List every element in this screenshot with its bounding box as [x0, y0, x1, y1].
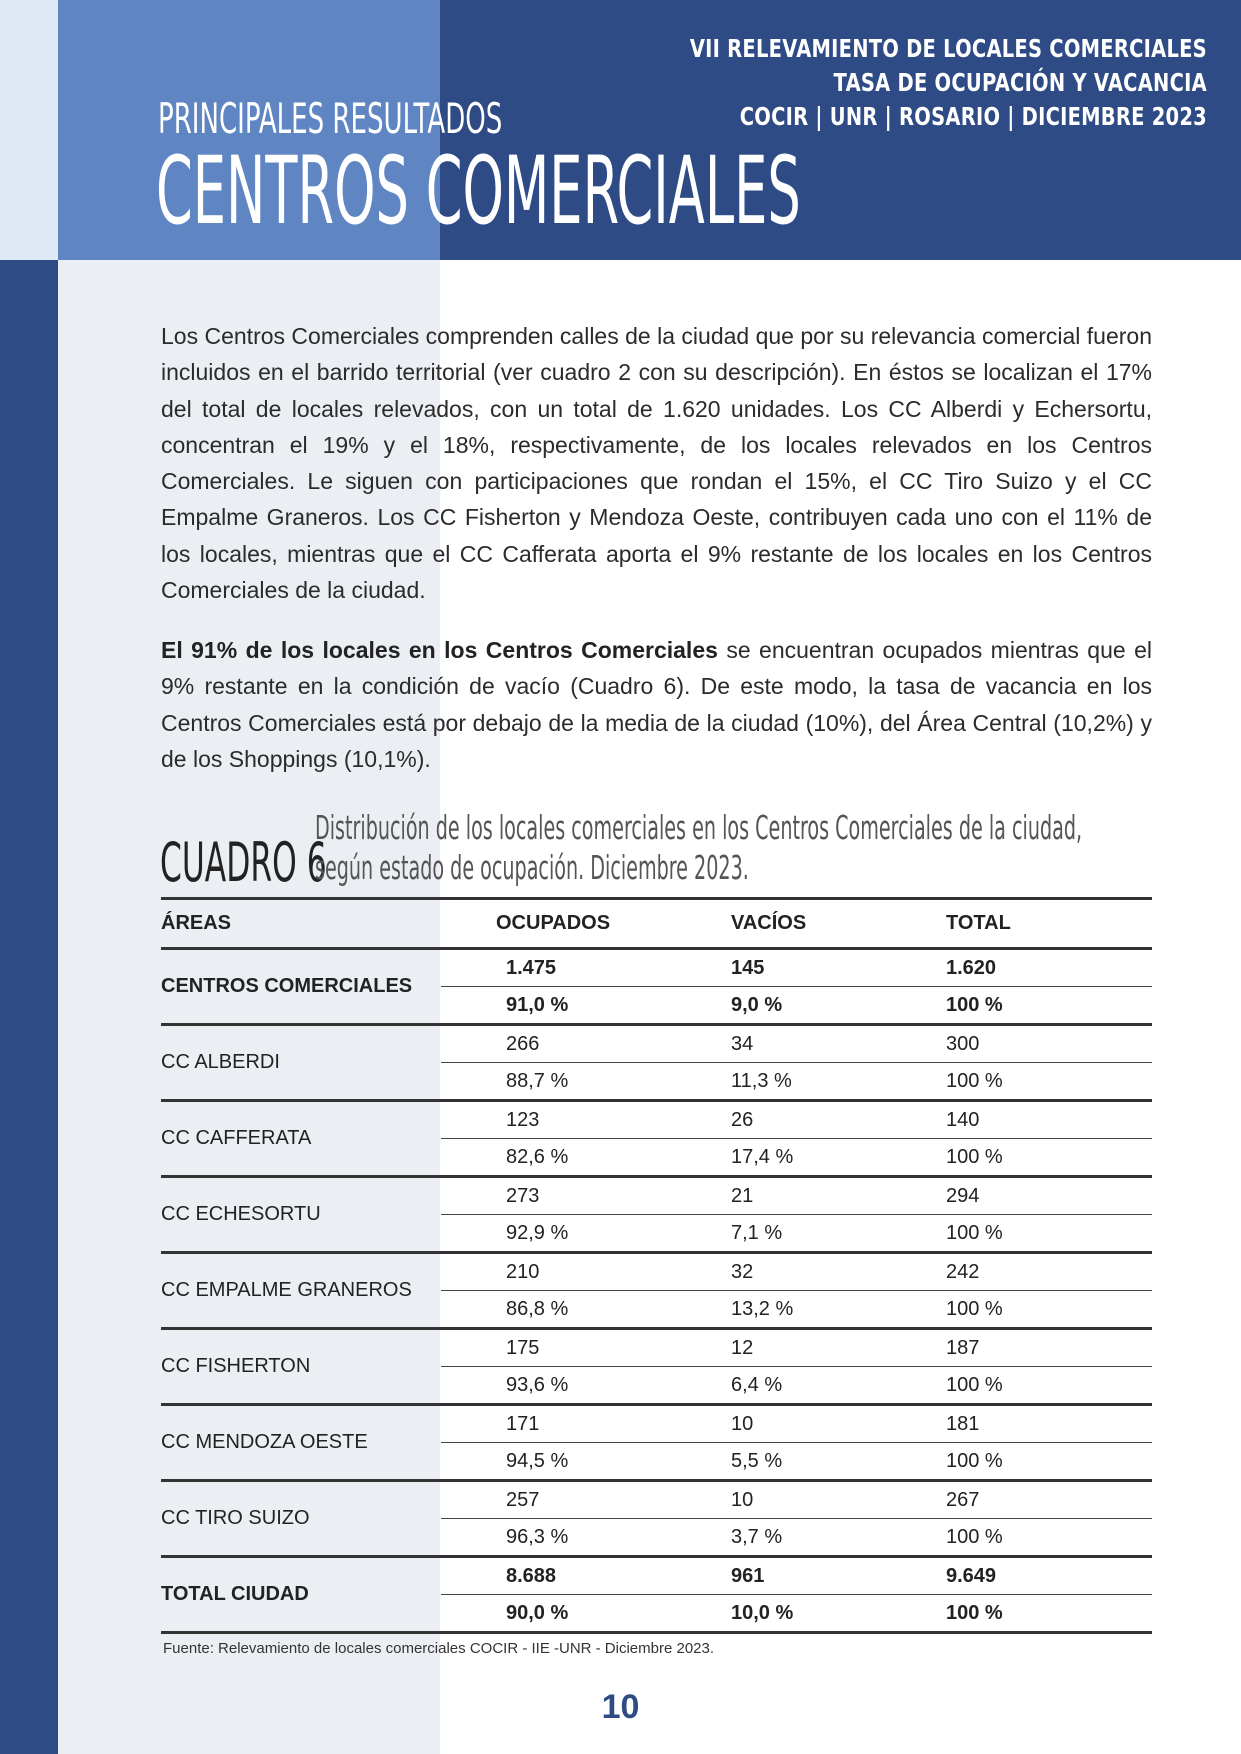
table-row — [161, 949, 1152, 987]
vacios-pct-cell: 9,0 % — [726, 987, 936, 1025]
body-paragraph-2 — [161, 632, 1152, 777]
ocupados-pct-cell: 92,9 % — [441, 1215, 726, 1253]
vacios-count-cell: 34 — [726, 1025, 936, 1063]
table-body — [161, 949, 1152, 1633]
total-count-cell: 300 — [936, 1025, 1152, 1063]
header-areas: ÁREAS — [161, 899, 441, 949]
total-pct-cell: 100 % — [936, 1595, 1152, 1633]
ocupados-count-cell: 210 — [441, 1253, 726, 1291]
total-count-cell: 242 — [936, 1253, 1152, 1291]
area-name-cell: CENTROS COMERCIALES — [161, 949, 441, 1025]
vacios-count-cell: 10 — [726, 1481, 936, 1519]
total-count-cell: 294 — [936, 1177, 1152, 1215]
vacios-pct-cell: 6,4 % — [726, 1367, 936, 1405]
total-pct-cell: 100 % — [936, 1291, 1152, 1329]
total-pct-cell: 100 % — [936, 987, 1152, 1025]
ocupados-count-cell: 1.475 — [441, 949, 726, 987]
body-paragraph-2-emphasis: El 91% de los locales en los Centros Comerciales — [161, 637, 718, 663]
body-paragraph-2-text: se encuentran ocupados mientras que el 9% restante en la condición de vacío (Cuadro 6). De este modo, la tasa de vacancia en los Centros Comerciales está por debajo de la media de la ciudad (10%), del Área Central (10,2%) y de los Shoppings (10,1%). — [161, 637, 1152, 772]
vacios-count-cell: 12 — [726, 1329, 936, 1367]
page-title: CENTROS COMERCIALES — [156, 137, 801, 246]
table-caption — [315, 808, 1082, 888]
total-count-cell: 140 — [936, 1101, 1152, 1139]
vacios-count-cell: 21 — [726, 1177, 936, 1215]
report-header-line-1: VII RELEVAMIENTO DE LOCALES COMERCIALES — [689, 34, 1207, 63]
vacios-count-cell: 961 — [726, 1557, 936, 1595]
occupancy-table — [161, 897, 1152, 1634]
ocupados-pct-cell: 82,6 % — [441, 1139, 726, 1177]
ocupados-count-cell: 171 — [441, 1405, 726, 1443]
ocupados-count-cell: 257 — [441, 1481, 726, 1519]
header-ocupados: OCUPADOS — [441, 899, 726, 949]
total-count-cell: 267 — [936, 1481, 1152, 1519]
area-name-cell: CC ALBERDI — [161, 1025, 441, 1101]
table-caption-line-1: Distribución de los locales comerciales en los Centros Comerciales de la ciudad, — [315, 808, 1083, 847]
total-pct-cell: 100 % — [936, 1063, 1152, 1101]
table-row — [161, 1329, 1152, 1367]
table-source-note: Fuente: Relevamiento de locales comerciales COCIR - IIE -UNR - Diciembre 2023. — [163, 1640, 715, 1657]
vacios-pct-cell: 10,0 % — [726, 1595, 936, 1633]
area-name-cell: CC MENDOZA OESTE — [161, 1405, 441, 1481]
vacios-pct-cell: 11,3 % — [726, 1063, 936, 1101]
header-total: TOTAL — [936, 899, 1152, 949]
report-header-line-2: TASA DE OCUPACIÓN Y VACANCIA — [833, 68, 1207, 97]
table-row — [161, 1101, 1152, 1139]
vacios-count-cell: 10 — [726, 1405, 936, 1443]
ocupados-count-cell: 8.688 — [441, 1557, 726, 1595]
ocupados-pct-cell: 91,0 % — [441, 987, 726, 1025]
body-paragraph-1: Los Centros Comerciales comprenden calles de la ciudad que por su relevancia comercial fueron incluidos en el barrido territorial (ver cuadro 2 con su descripción). En éstos se localizan el 17% del total de locales relevados, con un total de 1.620 unidades. Los CC Alberdi y Echersortu, concentran el 19% y el 18%, respectivamente, de los locales relevados en los Centros Comerciales. Le siguen con participaciones que rondan el 15%, el CC Tiro Suizo y el CC Empalme Graneros. Los CC Fisherton y Mendoza Oeste, contribuyen cada uno con el 11% de los locales, mientras que el CC Cafferata aporta el 9% restante de los locales en los Centros Comerciales de la ciudad. — [161, 323, 1152, 604]
header-vacios: VACÍOS — [726, 899, 936, 949]
vacios-pct-cell: 3,7 % — [726, 1519, 936, 1557]
ocupados-count-cell: 273 — [441, 1177, 726, 1215]
vacios-pct-cell: 17,4 % — [726, 1139, 936, 1177]
table-row — [161, 1177, 1152, 1215]
total-pct-cell: 100 % — [936, 1367, 1152, 1405]
ocupados-pct-cell: 90,0 % — [441, 1595, 726, 1633]
total-pct-cell: 100 % — [936, 1519, 1152, 1557]
ocupados-pct-cell: 94,5 % — [441, 1443, 726, 1481]
report-header-line-3: COCIR | UNR | ROSARIO | DICIEMBRE 2023 — [739, 102, 1207, 131]
ocupados-pct-cell: 88,7 % — [441, 1063, 726, 1101]
left-side-band — [0, 260, 58, 1754]
table-row — [161, 1405, 1152, 1443]
ocupados-pct-cell: 96,3 % — [441, 1519, 726, 1557]
vacios-pct-cell: 13,2 % — [726, 1291, 936, 1329]
total-count-cell: 9.649 — [936, 1557, 1152, 1595]
vacios-count-cell: 32 — [726, 1253, 936, 1291]
page-number: 10 — [601, 1688, 640, 1726]
table-row — [161, 1025, 1152, 1063]
ocupados-count-cell: 123 — [441, 1101, 726, 1139]
report-header — [690, 32, 1207, 134]
area-name-cell: CC FISHERTON — [161, 1329, 441, 1405]
total-count-cell: 1.620 — [936, 949, 1152, 987]
total-pct-cell: 100 % — [936, 1443, 1152, 1481]
ocupados-pct-cell: 86,8 % — [441, 1291, 726, 1329]
table-header-row — [161, 899, 1152, 949]
vacios-count-cell: 26 — [726, 1101, 936, 1139]
area-name-cell: CC TIRO SUIZO — [161, 1481, 441, 1557]
vacios-count-cell: 145 — [726, 949, 936, 987]
area-name-cell: CC ECHESORTU — [161, 1177, 441, 1253]
area-name-cell: TOTAL CIUDAD — [161, 1557, 441, 1633]
ocupados-count-cell: 175 — [441, 1329, 726, 1367]
vacios-pct-cell: 7,1 % — [726, 1215, 936, 1253]
total-count-cell: 187 — [936, 1329, 1152, 1367]
vacios-pct-cell: 5,5 % — [726, 1443, 936, 1481]
area-name-cell: CC CAFFERATA — [161, 1101, 441, 1177]
ocupados-pct-cell: 93,6 % — [441, 1367, 726, 1405]
total-count-cell: 181 — [936, 1405, 1152, 1443]
table-label: CUADRO 6 — [160, 831, 327, 894]
header-left-strip — [0, 0, 58, 260]
table-row — [161, 1481, 1152, 1519]
table-caption-line-2: según estado de ocupación. Diciembre 2023. — [315, 848, 749, 887]
table-row — [161, 1253, 1152, 1291]
ocupados-count-cell: 266 — [441, 1025, 726, 1063]
section-kicker: PRINCIPALES RESULTADOS — [158, 94, 503, 143]
area-name-cell: CC EMPALME GRANEROS — [161, 1253, 441, 1329]
table-row — [161, 1557, 1152, 1595]
total-pct-cell: 100 % — [936, 1215, 1152, 1253]
total-pct-cell: 100 % — [936, 1139, 1152, 1177]
